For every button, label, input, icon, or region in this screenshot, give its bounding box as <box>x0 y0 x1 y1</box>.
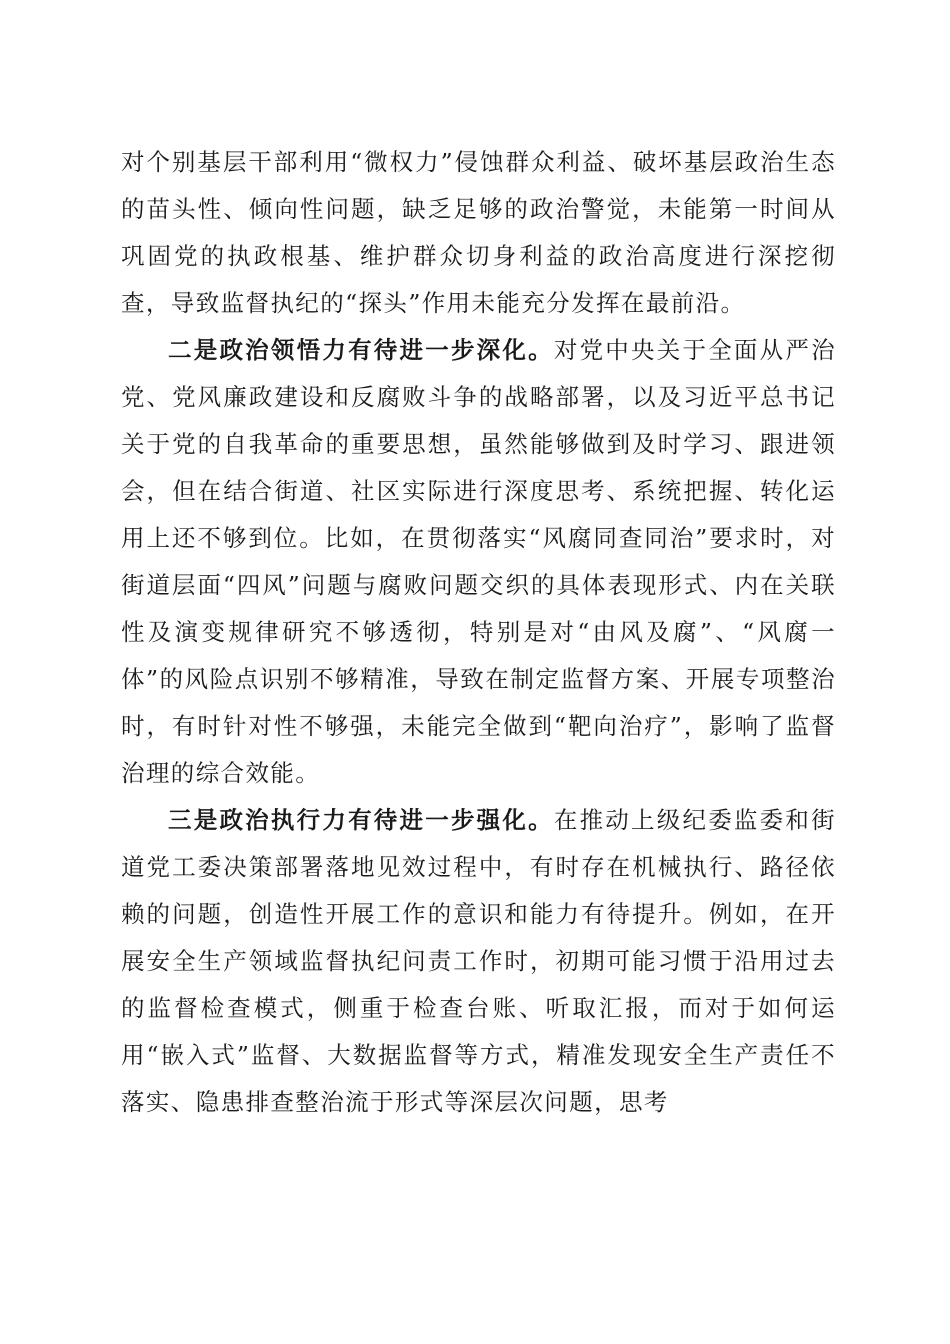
paragraph-2-text: 对党中央关于全面从严治党、党风廉政建设和反腐败斗争的战略部署，以及习近平总书记关于党的自我革命的重要思想，虽然能够做到及时学习、跟进领会，但在结合街道、社区实际进行深度思考、系统把握、转化运用上还不够到位。比如，在贯彻落实“风腐同查同治”要求时，对街道层面“四风”问题与腐败问题交织的具体表现形式、内在关联性及演变规律研究不够透彻，特别是对“由风及腐”、“风腐一体”的风险点识别不够精准，导致在制定监督方案、开展专项整治时，有时针对性不够强，未能完全做到“靶向治疗”，影响了监督治理的综合效能。 <box>121 336 836 787</box>
paragraph-1 <box>121 139 836 327</box>
paragraph-3 <box>121 797 836 1126</box>
paragraph-3-text: 在推动上级纪委监委和街道党工委决策部署落地见效过程中，有时存在机械执行、路径依赖的问题，创造性开展工作的意识和能力有待提升。例如，在开展安全生产领域监督执纪问责工作时，初期可能习惯于沿用过去的监督检查模式，侧重于检查台账、听取汇报，而对于如何运用“嵌入式”监督、大数据监督等方式，精准发现安全生产责任不落实、隐患排查整治流于形式等深层次问题，思考 <box>121 806 836 1116</box>
paragraph-1-text: 对个别基层干部利用“微权力”侵蚀群众利益、破坏基层政治生态的苗头性、倾向性问题，缺乏足够的政治警觉，未能第一时间从巩固党的执政根基、维护群众切身利益的政治高度进行深挖彻查，导致监督执纪的“探头”作用未能充分发挥在最前沿。 <box>121 148 836 317</box>
paragraph-2-lead: 二是政治领悟力有待进一步深化。 <box>168 336 554 364</box>
paragraph-2 <box>121 327 836 797</box>
body-text <box>121 139 836 1126</box>
paragraph-3-lead: 三是政治执行力有待进一步强化。 <box>168 806 554 834</box>
